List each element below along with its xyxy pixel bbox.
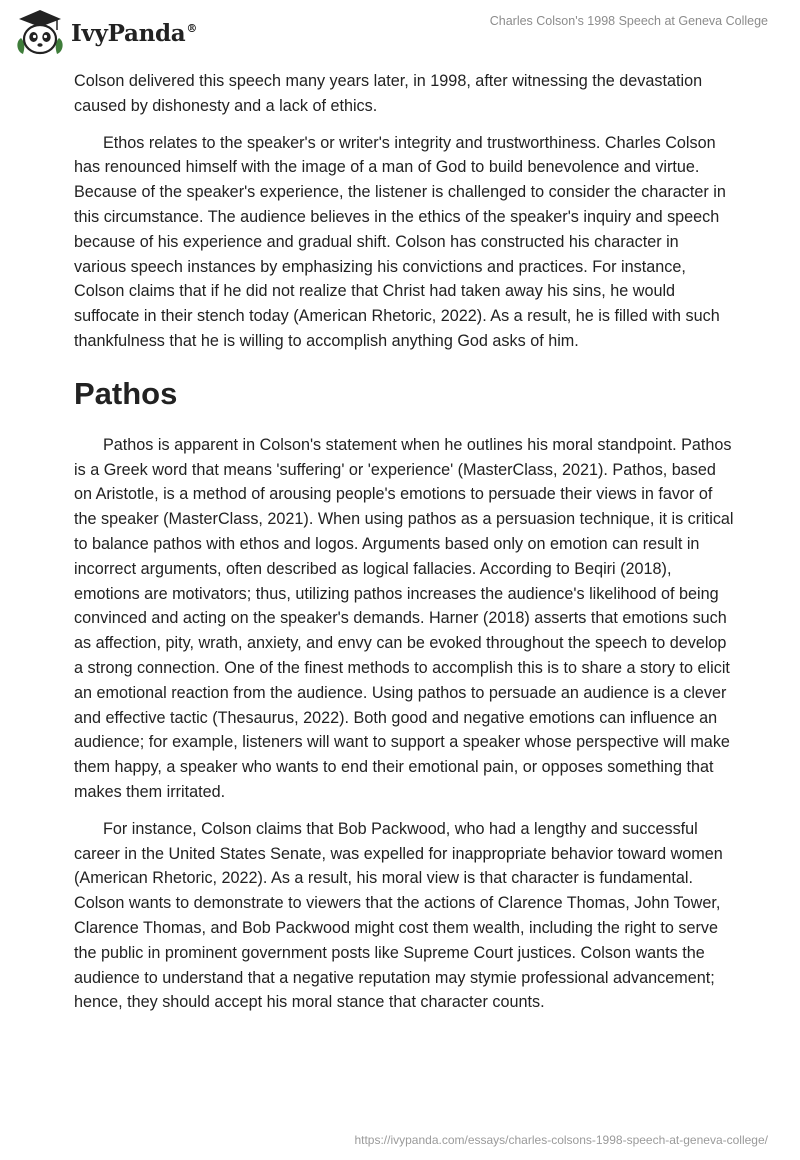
paragraph: Ethos relates to the speaker's or writer's integrity and trustworthiness. Charles Colson has renounced himself with the image of a man of God to build benevolence and virtue. Because of the speaker's experience, the listener is challenged to consider the character in this circumstance. The audience believes in the ethics of the speaker's inquiry and speech because of his experience and gradual shift. Colson has constructed his character in various speech instances by emphasizing his convictions and practices. For instance, Colson claims that if he did not realize that Christ had taken away his sins, he would suffocate in their stench today (American Rhetoric, 2022). As a result, he is filled with such thankfulness that he is willing to accomplish anything God asks of him. — [74, 133, 726, 350]
panda-graduate-icon — [15, 8, 65, 58]
page-header — [0, 0, 800, 70]
brand-name: IvyPanda® — [71, 19, 198, 47]
essay-body — [74, 69, 734, 1027]
source-url: https://ivypanda.com/essays/charles-colsons-1998-speech-at-geneva-college/ — [354, 1133, 768, 1147]
paragraph: For instance, Colson claims that Bob Packwood, who had a lengthy and successful career in the United States Senate, was expelled for inappropriate behavior toward women (American Rhetoric, 2022). As a result, his moral view is that character is fundamental. Colson wants to demonstrate to viewers that the actions of Clarence Thomas, John Tower, Clarence Thomas, and Bob Packwood might cost them wealth, including the right to serve the public in prominent government posts like Supreme Court justices. Colson wants the audience to understand that a negative reputation may stymie professional advancement; hence, they should accept his moral stance that character counts. — [74, 819, 723, 1012]
document-title: Charles Colson's 1998 Speech at Geneva College — [489, 14, 768, 28]
paragraph: Pathos is apparent in Colson's statement when he outlines his moral standpoint. Pathos is a Greek word that means 'suffering' or 'experience' (MasterClass, 2021). Pathos, based on Aristotle, is a method of arousing people's emotions to persuade their views in favor of the speaker (MasterClass, 2021). When using pathos as a persuasion technique, it is critical to balance pathos with ethos and logos. Arguments based only on emotion can result in incorrect arguments, often described as logical fallacies. According to Beqiri (2018), emotions are motivators; thus, utilizing pathos increases the audience's likelihood of being convinced and acting on the speaker's demands. Harner (2018) asserts that emotions such as affection, pity, wrath, anxiety, and envy can be evoked throughout the speech to develop a strong connection. One of the finest methods to accomplish this is to share a story to elicit an emotional reaction from the audience. Using pathos to persuade an audience is a clever and effective tactic (Thesaurus, 2022). Both good and negative emotions can influence an audience; for example, listeners will want to support a speaker whose perspective will make them happy, a speaker who wants to end their emotional pain, or opposes something that makes them irritated. — [74, 435, 734, 801]
paragraph: Colson delivered this speech many years later, in 1998, after witnessing the devastation caused by dishonesty and a lack of ethics. — [74, 72, 703, 115]
registered-mark: ® — [186, 21, 198, 35]
section-heading-pathos: Pathos — [74, 375, 178, 411]
ivypanda-logo-link[interactable] — [15, 8, 197, 58]
